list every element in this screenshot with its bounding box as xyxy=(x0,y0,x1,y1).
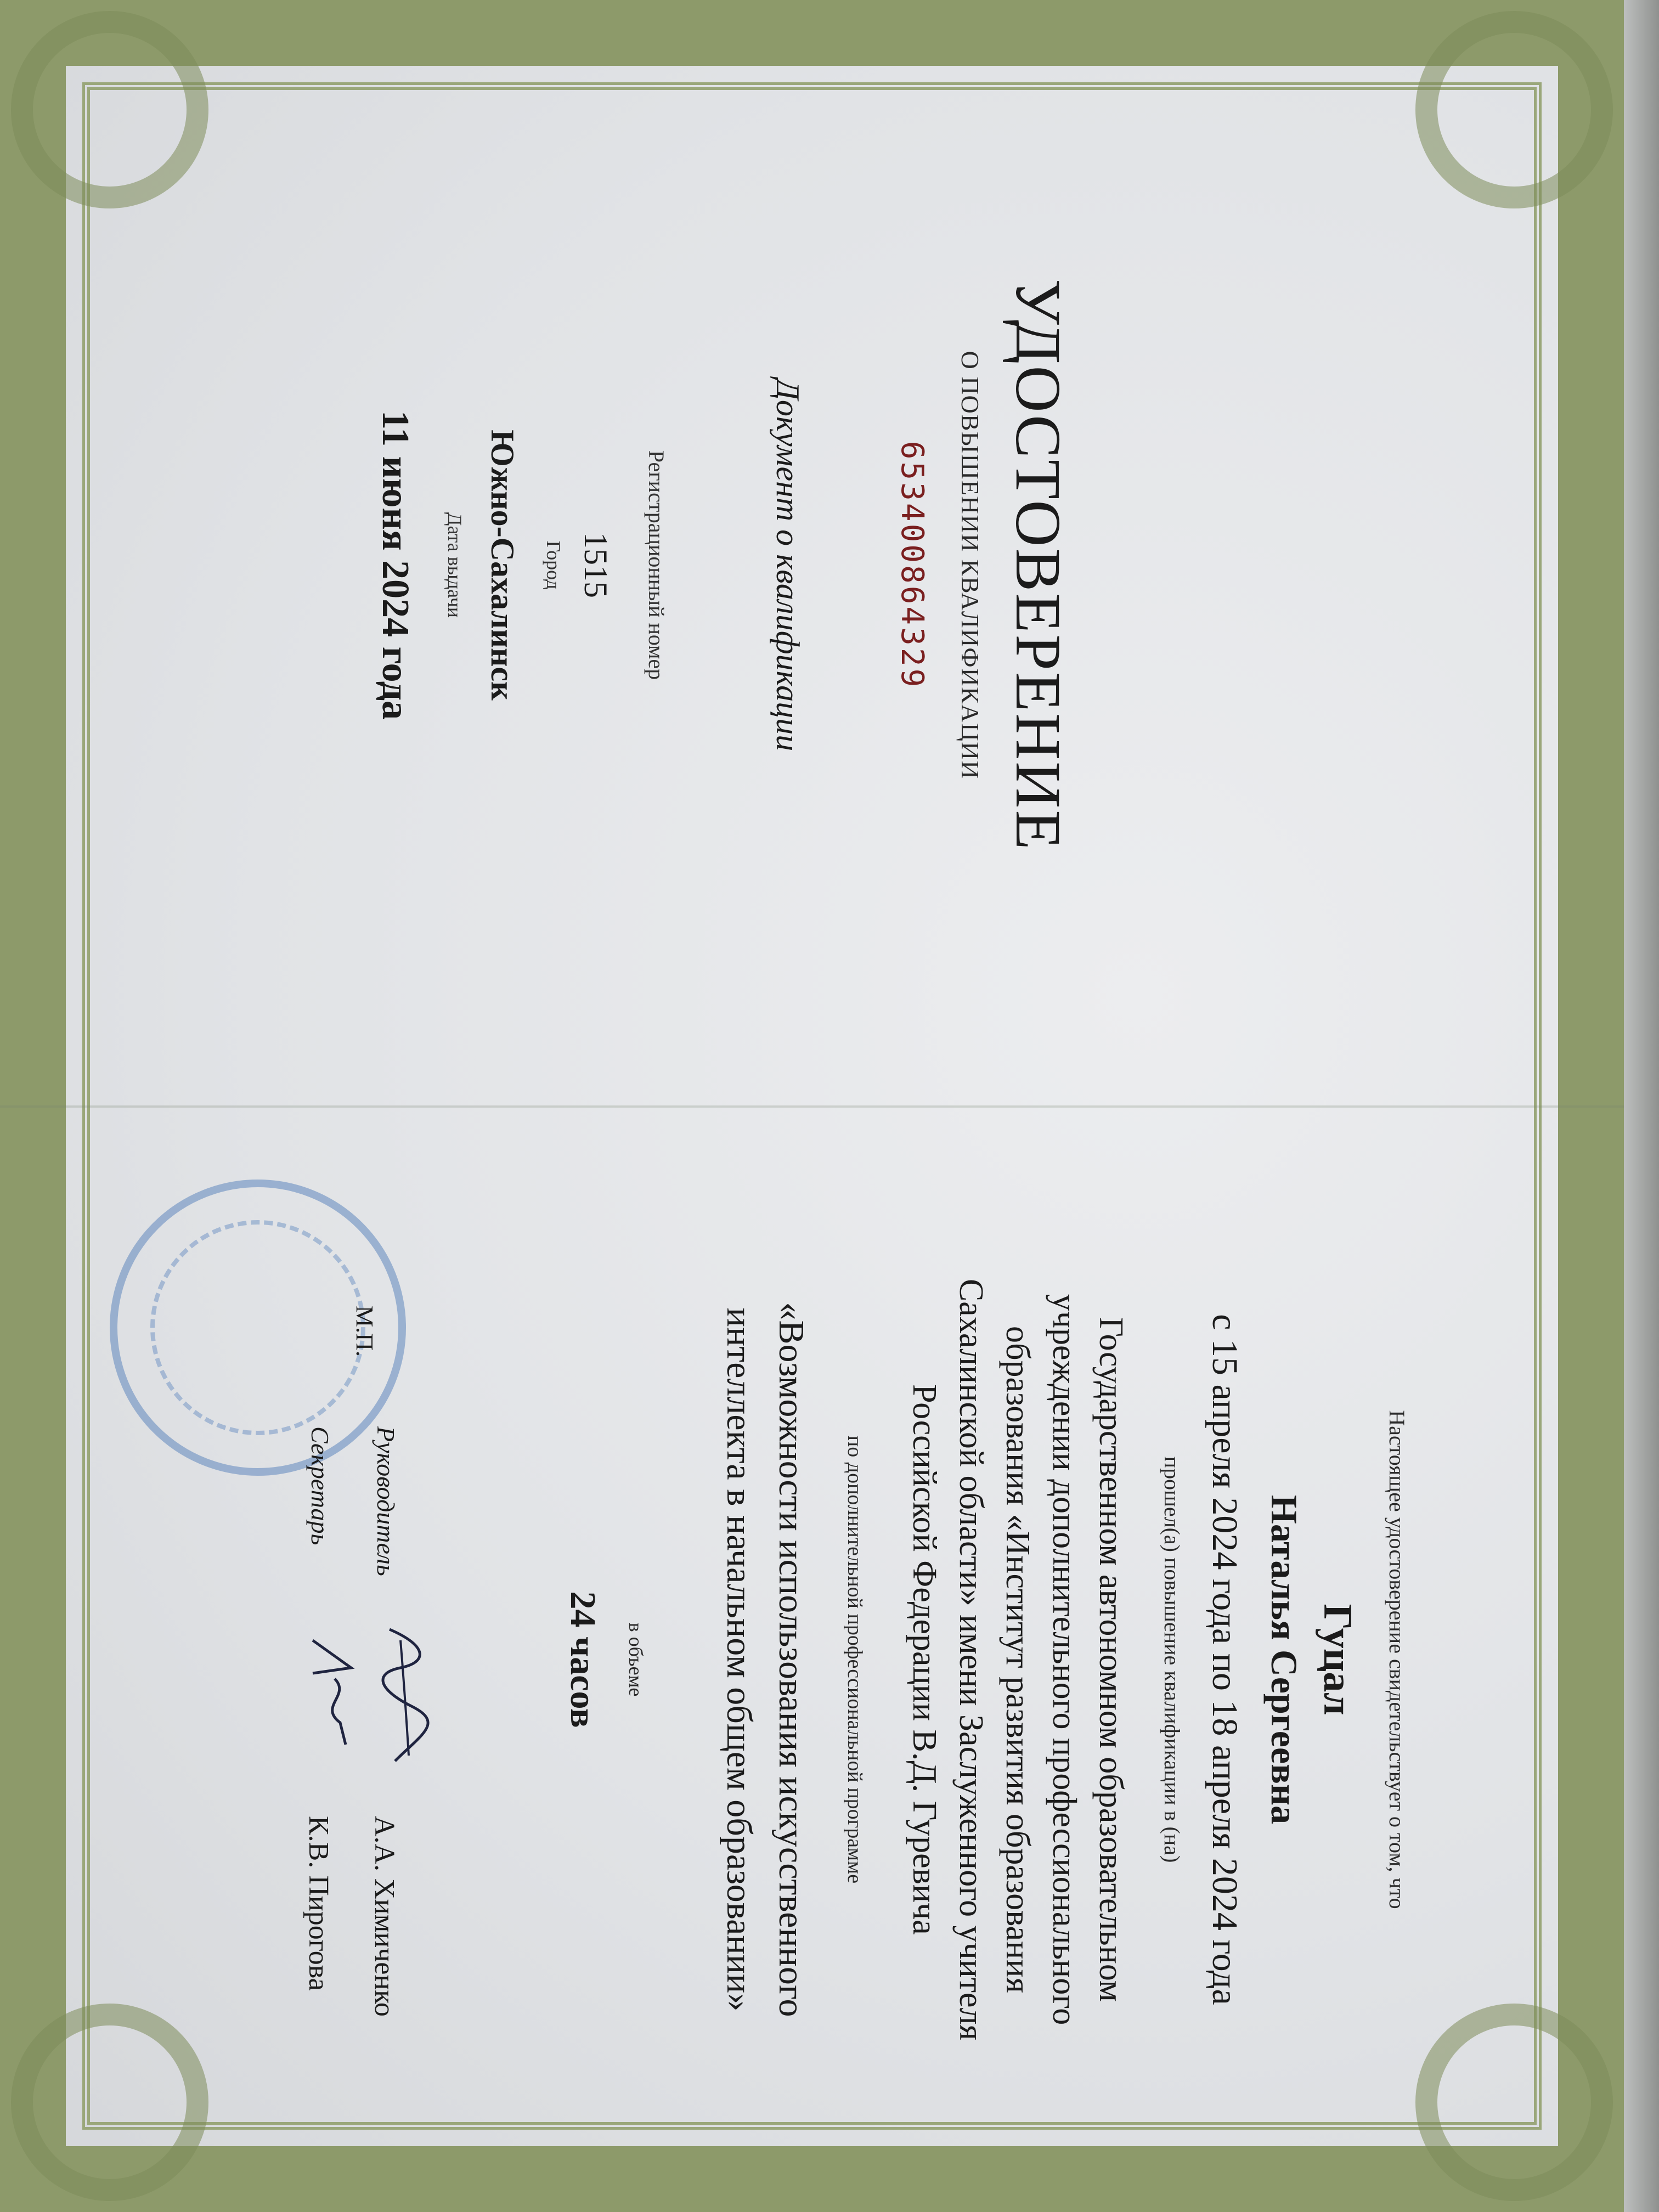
secretary-signature xyxy=(302,1635,362,1778)
training-period: с 15 апреля 2024 года по 18 апреля 2024 года xyxy=(1205,1314,1245,2005)
organization-line: Государственном автономном образовательном xyxy=(1092,1317,1130,2002)
table-edge xyxy=(1624,0,1659,2212)
intro-text: Настоящее удостоверение свидетельствует о том, что xyxy=(1385,1410,1409,1909)
document-type: Документ о квалификации xyxy=(770,379,806,752)
secretary-name: К.В. Пирогова xyxy=(303,1816,334,1991)
training-hours: 24 часов xyxy=(563,1591,603,1728)
city-label: Город xyxy=(543,540,565,590)
holder-given-names: Наталья Сергеевна xyxy=(1263,1494,1305,1825)
organization-line: Сахалинской области» имени Заслуженного учителя xyxy=(952,1278,990,2041)
head-name: А.А. Химиченко xyxy=(369,1816,400,2017)
registration-number: 1515 xyxy=(578,532,614,598)
corner-rosette-top-right xyxy=(1415,2004,1613,2201)
issue-date-label: Дата выдачи xyxy=(444,512,466,618)
center-fold xyxy=(0,1105,1624,1108)
serial-number: 653400864329 xyxy=(894,441,930,690)
organization-line: Российской Федерации В.Д. Гуревича xyxy=(906,1384,943,1935)
secretary-role: Секретарь xyxy=(306,1426,334,1545)
corner-rosette-bottom-right xyxy=(11,2004,208,2201)
holder-surname: Гуцал xyxy=(1315,1604,1360,1716)
issue-date: 11 июня 2024 года xyxy=(374,410,416,720)
program-title-line: «Возможности использования искусственного xyxy=(771,1302,811,2017)
head-role: Руководитель xyxy=(372,1426,400,1576)
organization-line: учреждении дополнительного профессионального xyxy=(1046,1294,1083,2025)
stamp-label: М.П. xyxy=(351,1306,378,1357)
certificate-subtitle: О ПОВЫШЕНИИ КВАЛИФИКАЦИИ xyxy=(956,351,984,780)
program-label: по дополнительной профессиональной программе xyxy=(843,1435,866,1884)
registration-label: Регистрационный номер xyxy=(644,450,669,680)
corner-rosette-top-left xyxy=(1415,11,1613,208)
city: Южно-Сахалинск xyxy=(484,430,521,701)
organization-line: образования «Институт развития образования xyxy=(999,1326,1036,1993)
volume-label: в объеме xyxy=(625,1622,647,1697)
program-title-line: интеллекта в начальном общем образовании» xyxy=(719,1307,759,2012)
corner-rosette-bottom-left xyxy=(11,11,208,208)
certificate-title: УДОСТОВЕРЕНИЕ xyxy=(1002,279,1074,851)
completed-text: прошел(а) повышение квалификации в (на) xyxy=(1160,1456,1184,1863)
head-signature xyxy=(373,1624,433,1767)
